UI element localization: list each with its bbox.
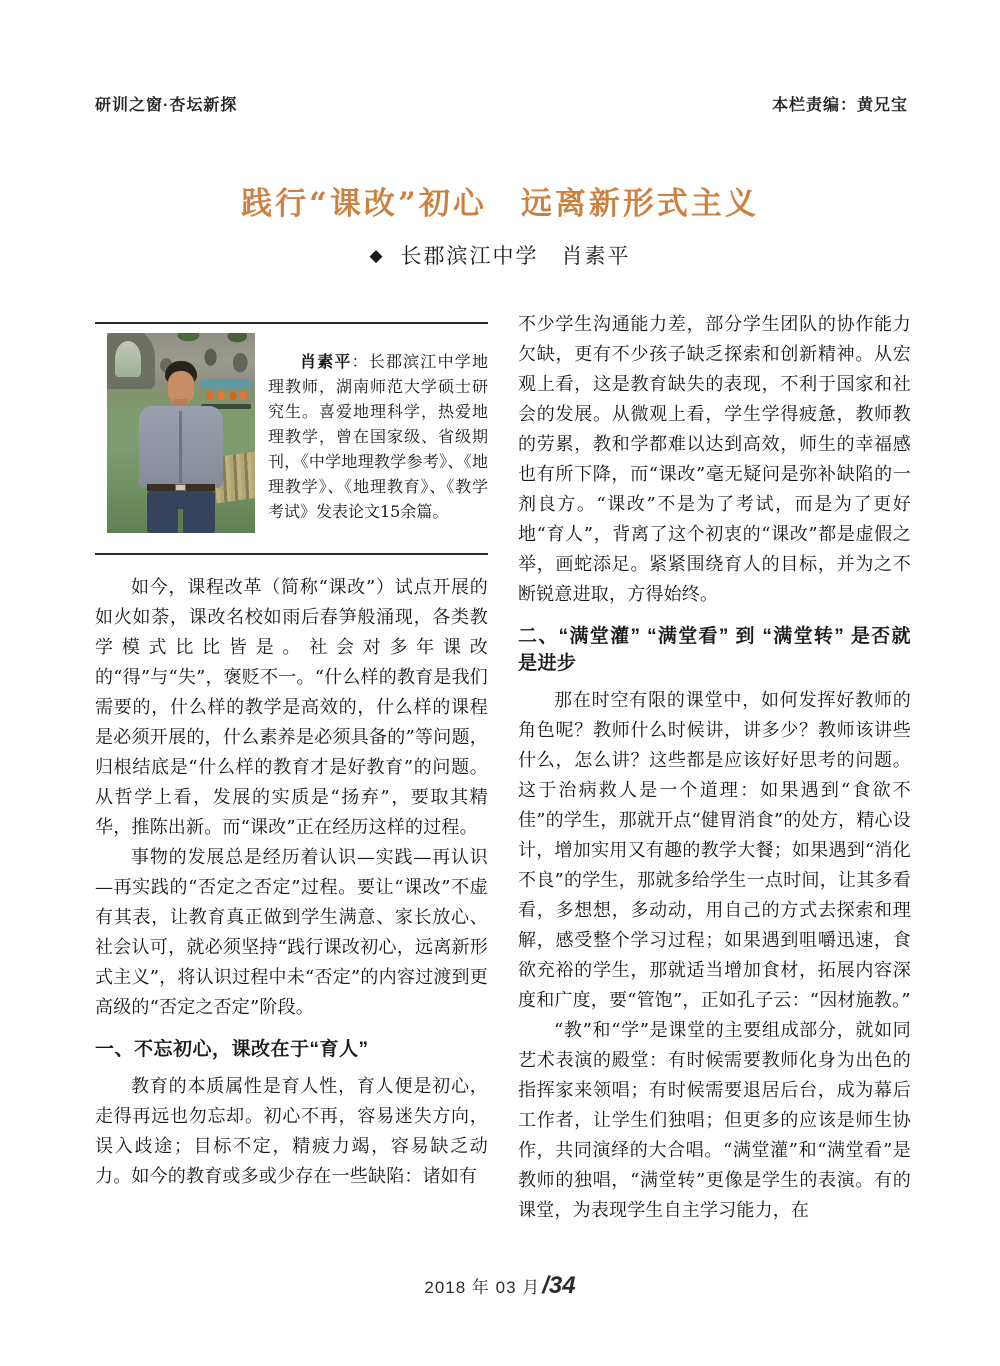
rock-arch [107,333,155,389]
author-bio-text [268,349,488,524]
belt-buckle [175,484,186,491]
author-photo [107,333,255,533]
paragraph: 如今，课程改革（简称“课改”）试点开展的如火如荼，课改名校如雨后春笋般涌现，各类教学模式比比皆是。社会对多年课改的“得”与“失”，褒贬不一。“什么样的教育是我们需要的，什么样的教学是高效的，什么样的课程是必须开展的，什么素养是必须具备的”等问题，归根结底是“什么样的教育才是好教育”的问题。从哲学上看，发展的实质是“扬弃”，要取其精华，推陈出新。而“课改”正在经历这样的过程。 [95,577,488,838]
article-title: 践行“课改”初心 远离新形式主义 [241,186,759,222]
author-bio-box [95,322,488,555]
byline [0,240,1000,270]
section-heading-1: 一、不忘初心，课改在于“育人” [95,1039,369,1060]
paragraph: 事物的发展总是经历着认识—实践—再认识—再实践的“否定之否定”过程。要让“课改”不虚有其表，让教育真正做到学生满意、家长放心、社会认可，就必须坚持“践行课改初心，远离新形式主义”，将认识过程中未“否定”的内容过渡到更高级的“否定之否定”阶段。 [95,847,488,1018]
arch-opening [115,341,141,377]
jeans-gap [178,509,183,533]
paragraph: “教”和“学”是课堂的主要组成部分，就如同艺术表演的殿堂：有时候需要教师化身为出色的指挥家来领唱；有时候需要退居后台，成为幕后工作者，让学生们独唱；但更多的应该是师生协作，共同演绎的大合唱。“满堂灌”和“满堂看”是教师的独唱，“满堂转”更像是学生的表演。有的课堂，为表现学生自主学习能力，在 [518,1020,911,1221]
author-name: 肖素平 [300,352,352,371]
section-header: 研训之窗·杏坛新探 [95,97,238,114]
byline-text: 长郡滨江中学 肖素平 [400,244,631,268]
author-bio-body: ：长郡滨江中学地理教师，湖南师范大学硕士研究生。喜爱地理科学，热爱地理教学，曾在国家级、省级期刊，《中学地理教学参考》、《地理教学》、《地理教育》、《教学考试》发表论文15余篇。 [268,352,488,521]
left-column [95,573,488,1192]
raft-passengers [203,389,249,402]
diamond-bullet-icon: ◆ [369,246,385,266]
issue-date: 2018 年 03 月 [424,1278,541,1297]
column-editor: 本栏责编：黄兄宝 [771,97,908,114]
right-column [518,310,911,1226]
paragraph: 教育的本质属性是育人性，育人便是初心，走得再远也勿忘却。初心不再，容易迷失方向，误入歧途；目标不定，精疲力竭，容易缺乏动力。如今的教育或多或少存在一些缺陷：诸如有 [95,1076,488,1187]
raft-canopy [201,379,251,388]
section-heading-2: 二、“满堂灌” “满堂看” 到 “满堂转” 是否就是进步 [518,626,911,674]
page-footer [0,1272,1000,1300]
paragraph: 那在时空有限的课堂中，如何发挥好教师的角色呢？教师什么时候讲，讲多少？教师该讲些什么，怎么讲？这些都是应该好好思考的问题。这于治病救人是一个道理：如果遇到“食欲不佳”的学生，那就开点“健胃消食”的处方，精心设计，增加实用又有趣的教学大餐；如果遇到“消化不良”的学生，那就多给学生一点时间，让其多看看，多想想，多动动，用自己的方式去探索和理解，感受整个学习过程；如果遇到咀嚼迅速，食欲充裕的学生，那就适当增加食材，拓展内容深度和广度，要“管饱”，正如孔子云：“因材施教。” [518,690,911,1011]
page-number: /34 [542,1272,576,1299]
shirt-placket [179,411,182,483]
paragraph: 不少学生沟通能力差，部分学生团队的协作能力欠缺，更有不少孩子缺乏探索和创新精神。从宏观上看，这是教育缺失的表现，不利于国家和社会的发展。从微观上看，学生学得疲惫，教师教的劳累，教和学都难以达到高效，师生的幸福感也有所下降，而“课改”毫无疑问是弥补缺陷的一剂良方。“课改”不是为了考试，而是为了更好地“育人”，背离了这个初衷的“课改”都是虚假之举，画蛇添足。紧紧围绕育人的目标，并为之不断锐意进取，方得始终。 [518,314,911,605]
tour-raft [201,379,251,409]
